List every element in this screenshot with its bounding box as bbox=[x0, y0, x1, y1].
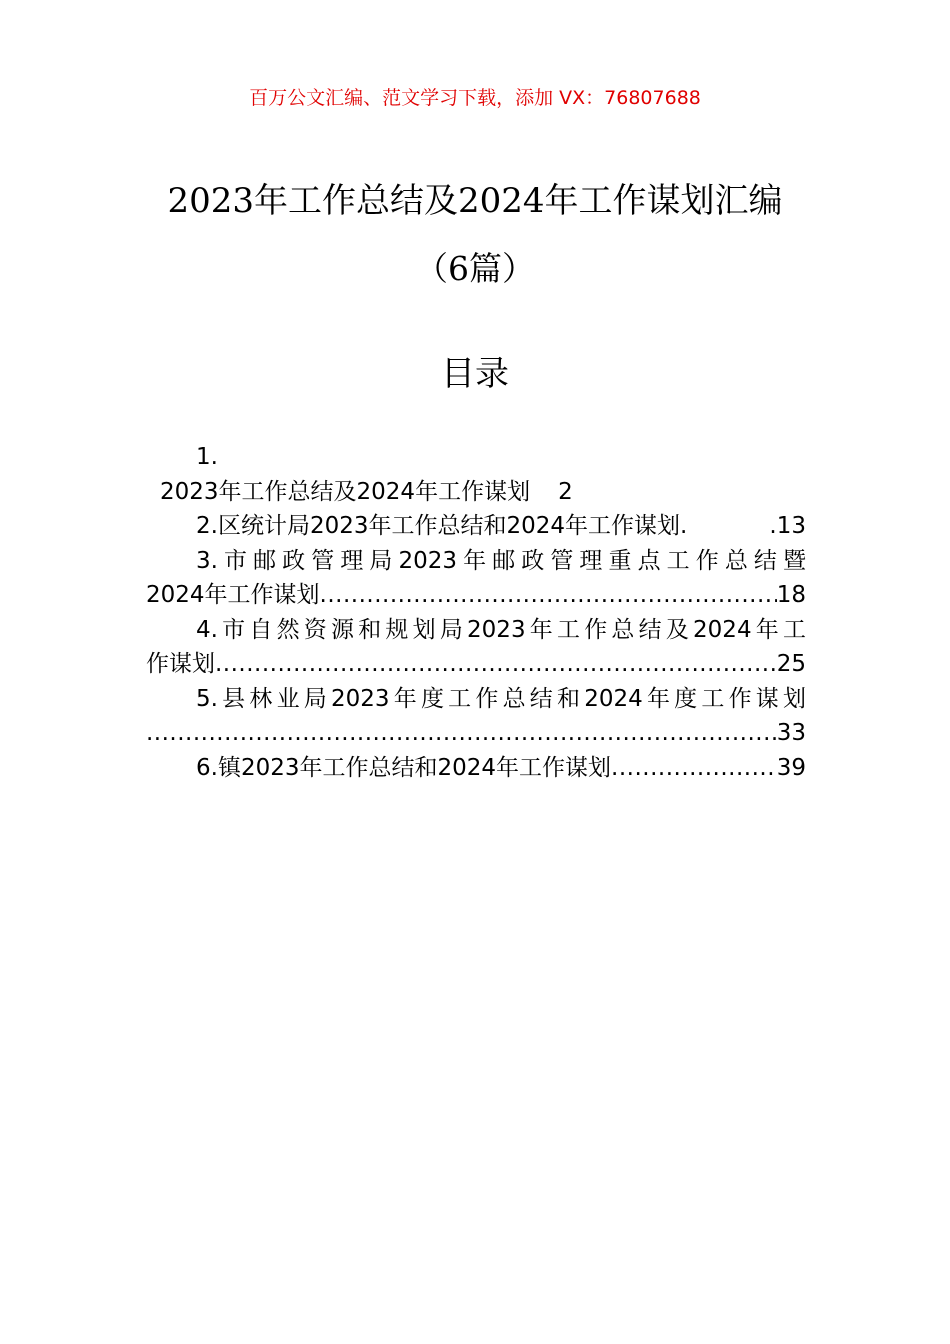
toc-item-6-text: 6.镇2023年工作总结和2024年工作谋划 bbox=[196, 754, 612, 781]
watermark-text: 百万公文汇编、范文学习下载，添加 VX：76807688 bbox=[249, 87, 701, 109]
toc-item-4-text: 4.市自然资源和规划局2023年工作总结及2024年工 bbox=[196, 616, 806, 643]
document-title: 2023年工作总结及2024年工作谋划汇编 bbox=[167, 181, 783, 221]
toc-item-1-page: 2 bbox=[558, 478, 573, 505]
toc-item-3-line-2[interactable] bbox=[146, 578, 806, 613]
toc-item-5-line-1[interactable] bbox=[146, 682, 806, 717]
toc-leader-dots bbox=[611, 751, 777, 786]
toc-item-4-line-1[interactable] bbox=[146, 613, 806, 648]
toc-item-3-text: 3.市邮政管理局2023年邮政管理重点工作总结暨 bbox=[196, 547, 806, 574]
toc-leader-dots bbox=[215, 647, 777, 682]
toc-item-4-text-cont: 作谋划 bbox=[146, 651, 215, 677]
toc-item-3-line-1[interactable] bbox=[146, 544, 806, 579]
toc-item-3-text-cont: 2024年工作谋划 bbox=[146, 582, 320, 608]
toc-item-3-page: 18 bbox=[776, 582, 806, 608]
toc-leader-dots bbox=[146, 716, 777, 751]
toc-item-1-number: 1. bbox=[196, 444, 218, 470]
toc-item-2[interactable] bbox=[146, 509, 806, 544]
toc-item-1[interactable] bbox=[146, 475, 806, 510]
toc-item-5-page: 33 bbox=[776, 720, 806, 746]
toc-item-2-page: .13 bbox=[769, 513, 806, 539]
toc-item-5-text: 5.县林业局2023年度工作总结和2024年度工作谋划 bbox=[196, 685, 806, 712]
toc-heading: 目录 bbox=[441, 354, 509, 394]
toc-item-2-text: 2.区统计局2023年工作总结和2024年工作谋划. bbox=[196, 513, 688, 539]
toc-item-4-line-2[interactable] bbox=[146, 647, 806, 682]
toc-item-1-text: 2023年工作总结及2024年工作谋划 bbox=[160, 478, 531, 505]
toc-item-6-page: 39 bbox=[776, 754, 806, 781]
document-subtitle: （6篇） bbox=[415, 249, 535, 288]
toc-item-4-page: 25 bbox=[776, 651, 806, 677]
toc-item-1-number-line[interactable] bbox=[146, 440, 806, 475]
toc-leader-dots bbox=[320, 578, 777, 613]
table-of-contents bbox=[146, 440, 806, 785]
toc-item-6[interactable] bbox=[146, 751, 806, 786]
toc-item-5-line-2[interactable] bbox=[146, 716, 806, 751]
